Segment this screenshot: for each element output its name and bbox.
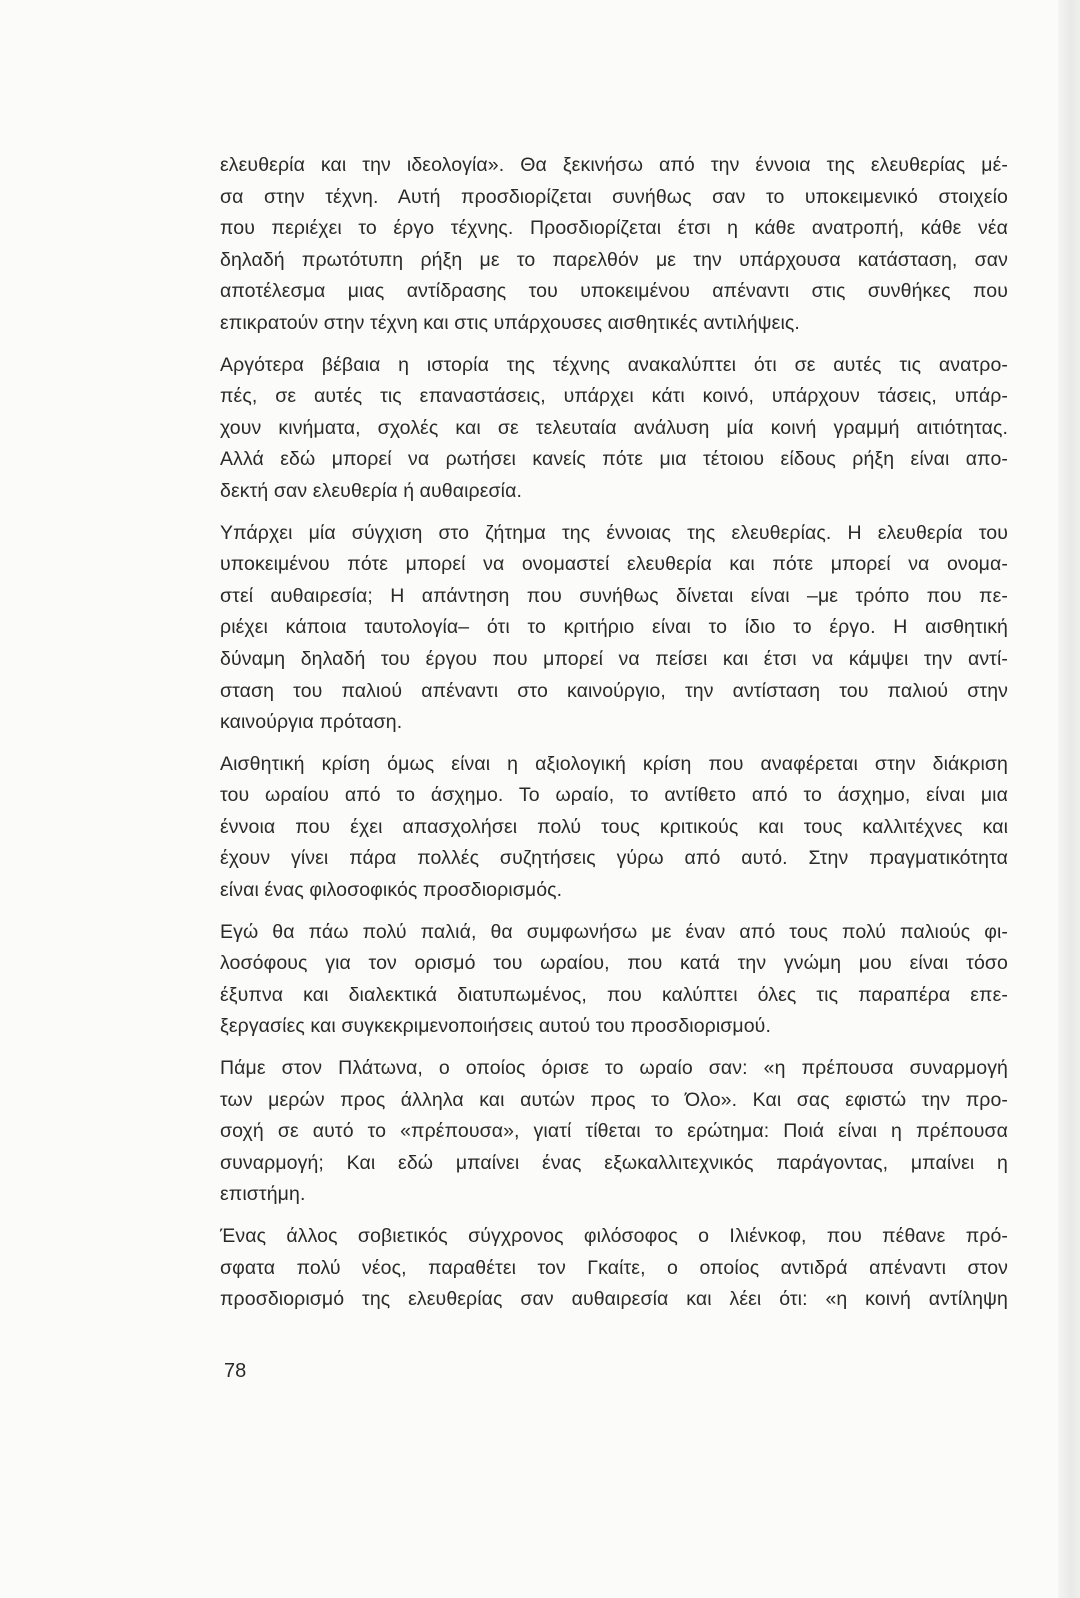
text-line: αποτέλεσμα μιας αντίδρασης του υποκειμένου απέναντι στις συνθήκες που — [220, 280, 1008, 303]
page-body-text — [220, 150, 1008, 1326]
text-line: Αργότερα βέβαια η ιστορία της τέχνης ανακαλύπτει ότι σε αυτές τις ανατρο- — [220, 353, 1008, 376]
text-line: σφατα πολύ νέος, παραθέτει τον Γκαίτε, ο οποίος αντιδρά απέναντι στον — [220, 1256, 1008, 1279]
page-number: 78 — [224, 1360, 247, 1382]
text-line: δεκτή σαν ελευθερία ή αυθαιρεσία. — [220, 479, 522, 502]
paragraph — [220, 150, 1008, 340]
text-line: επιστήμη. — [220, 1183, 306, 1206]
text-line: έννοια που έχει απασχολήσει πολύ τους κριτικούς και τους καλλιτέχνες και — [220, 815, 1008, 838]
text-line: του ωραίου από το άσχημο. Το ωραίο, το αντίθετο από το άσχημο, είναι μια — [220, 784, 1008, 807]
text-line: σα στην τέχνη. Αυτή προσδιορίζεται συνήθως σαν το υποκειμενικό στοιχείο — [220, 185, 1008, 208]
text-line: προσδιορισμό της ελευθερίας σαν αυθαιρεσία και λέει ότι: «η κοινή αντίληψη — [220, 1288, 1008, 1311]
text-line: συναρμογή; Και εδώ μπαίνει ένας εξωκαλλιτεχνικός παράγοντας, μπαίνει η — [220, 1151, 1008, 1174]
text-line: δύναμη δηλαδή του έργου που μπορεί να πείσει και έτσι να κάμψει την αντί- — [220, 647, 1008, 670]
text-line: που περιέχει το έργο τέχνης. Προσδιορίζεται έτσι η κάθε ανατροπή, κάθε νέα — [220, 217, 1008, 240]
paragraph — [220, 350, 1008, 508]
text-line: ελευθερία και την ιδεολογία». Θα ξεκινήσω από την έννοια της ελευθερίας μέ- — [220, 154, 1008, 176]
text-line: υποκειμένου πότε μπορεί να ονομαστεί ελευθερία και πότε μπορεί να ονομα- — [220, 553, 1008, 576]
text-line: ριέχει κάποια ταυτολογία– ότι το κριτήριο είναι το ίδιο το έργο. Η αισθητική — [220, 616, 1008, 639]
text-line: επικρατούν στην τέχνη και στις υπάρχουσες αισθητικές αντιλήψεις. — [220, 311, 800, 334]
text-line: είναι ένας φιλοσοφικός προσδιορισμός. — [220, 879, 563, 902]
text-line: Πάμε στον Πλάτωνα, ο οποίος όρισε το ωραίο σαν: «η πρέπουσα συναρμογή — [220, 1057, 1008, 1080]
text-line: έχουν γίνει πάρα πολλές συζητήσεις γύρω από αυτό. Στην πραγματικότητα — [220, 847, 1008, 870]
text-line: Αλλά εδώ μπορεί να ρωτήσει κανείς πότε μια τέτοιου είδους ρήξη είναι απο- — [220, 448, 1008, 471]
text-line: Εγώ θα πάω πολύ παλιά, θα συμφωνήσω με έναν από τους πολύ παλιούς φι- — [220, 920, 1008, 943]
text-line: λοσόφους για τον ορισμό του ωραίου, που κατά την γνώμη μου είναι τόσο — [220, 952, 1008, 975]
text-line: σταση του παλιού απέναντι στο καινούργιο, την αντίσταση του παλιού στην — [220, 679, 1008, 702]
paragraph — [220, 749, 1008, 907]
text-line: ξεργασίες και συγκεκριμενοποιήσεις αυτού του προσδιορισμού. — [220, 1015, 771, 1038]
text-line: έξυπνα και διαλεκτικά διατυπωμένος, που καλύπτει όλες τις παραπέρα επε- — [220, 983, 1008, 1006]
text-line: δηλαδή πρωτότυπη ρήξη με το παρελθόν με την υπάρχουσα κατάσταση, σαν — [220, 248, 1008, 271]
text-line: Αισθητική κρίση όμως είναι η αξιολογική κρίση που αναφέρεται στην διάκριση — [220, 752, 1008, 775]
text-line: Ένας άλλος σοβιετικός σύγχρονος φιλόσοφος ο Ιλιένκοφ, που πέθανε πρό- — [220, 1225, 1008, 1247]
text-line: των μερών προς άλληλα και αυτών προς το Όλο». Και σας εφιστώ την προ- — [220, 1088, 1008, 1111]
text-line: στεί αυθαιρεσία; Η απάντηση που συνήθως δίνεται είναι –με τρόπο που πε- — [220, 584, 1008, 607]
paragraph — [220, 1053, 1008, 1211]
text-line: χουν κινήματα, σχολές και σε τελευταία ανάλυση μία κοινή γραμμή αιτιότητας. — [220, 416, 1008, 439]
page-edge-shadow — [1058, 0, 1080, 1598]
text-line: πές, σε αυτές τις επαναστάσεις, υπάρχει κάτι κοινό, υπάρχουν τάσεις, υπάρ- — [220, 385, 1008, 408]
paragraph — [220, 917, 1008, 1043]
text-line: καινούργια πρόταση. — [220, 711, 403, 734]
text-line: σοχή σε αυτό το «πρέπουσα», γιατί τίθεται το ερώτημα: Ποιά είναι η πρέπουσα — [220, 1120, 1008, 1143]
text-line: Υπάρχει μία σύγχιση στο ζήτημα της έννοιας της ελευθερίας. Η ελευθερία του — [220, 521, 1008, 544]
paragraph — [220, 1221, 1008, 1316]
paragraph — [220, 518, 1008, 739]
